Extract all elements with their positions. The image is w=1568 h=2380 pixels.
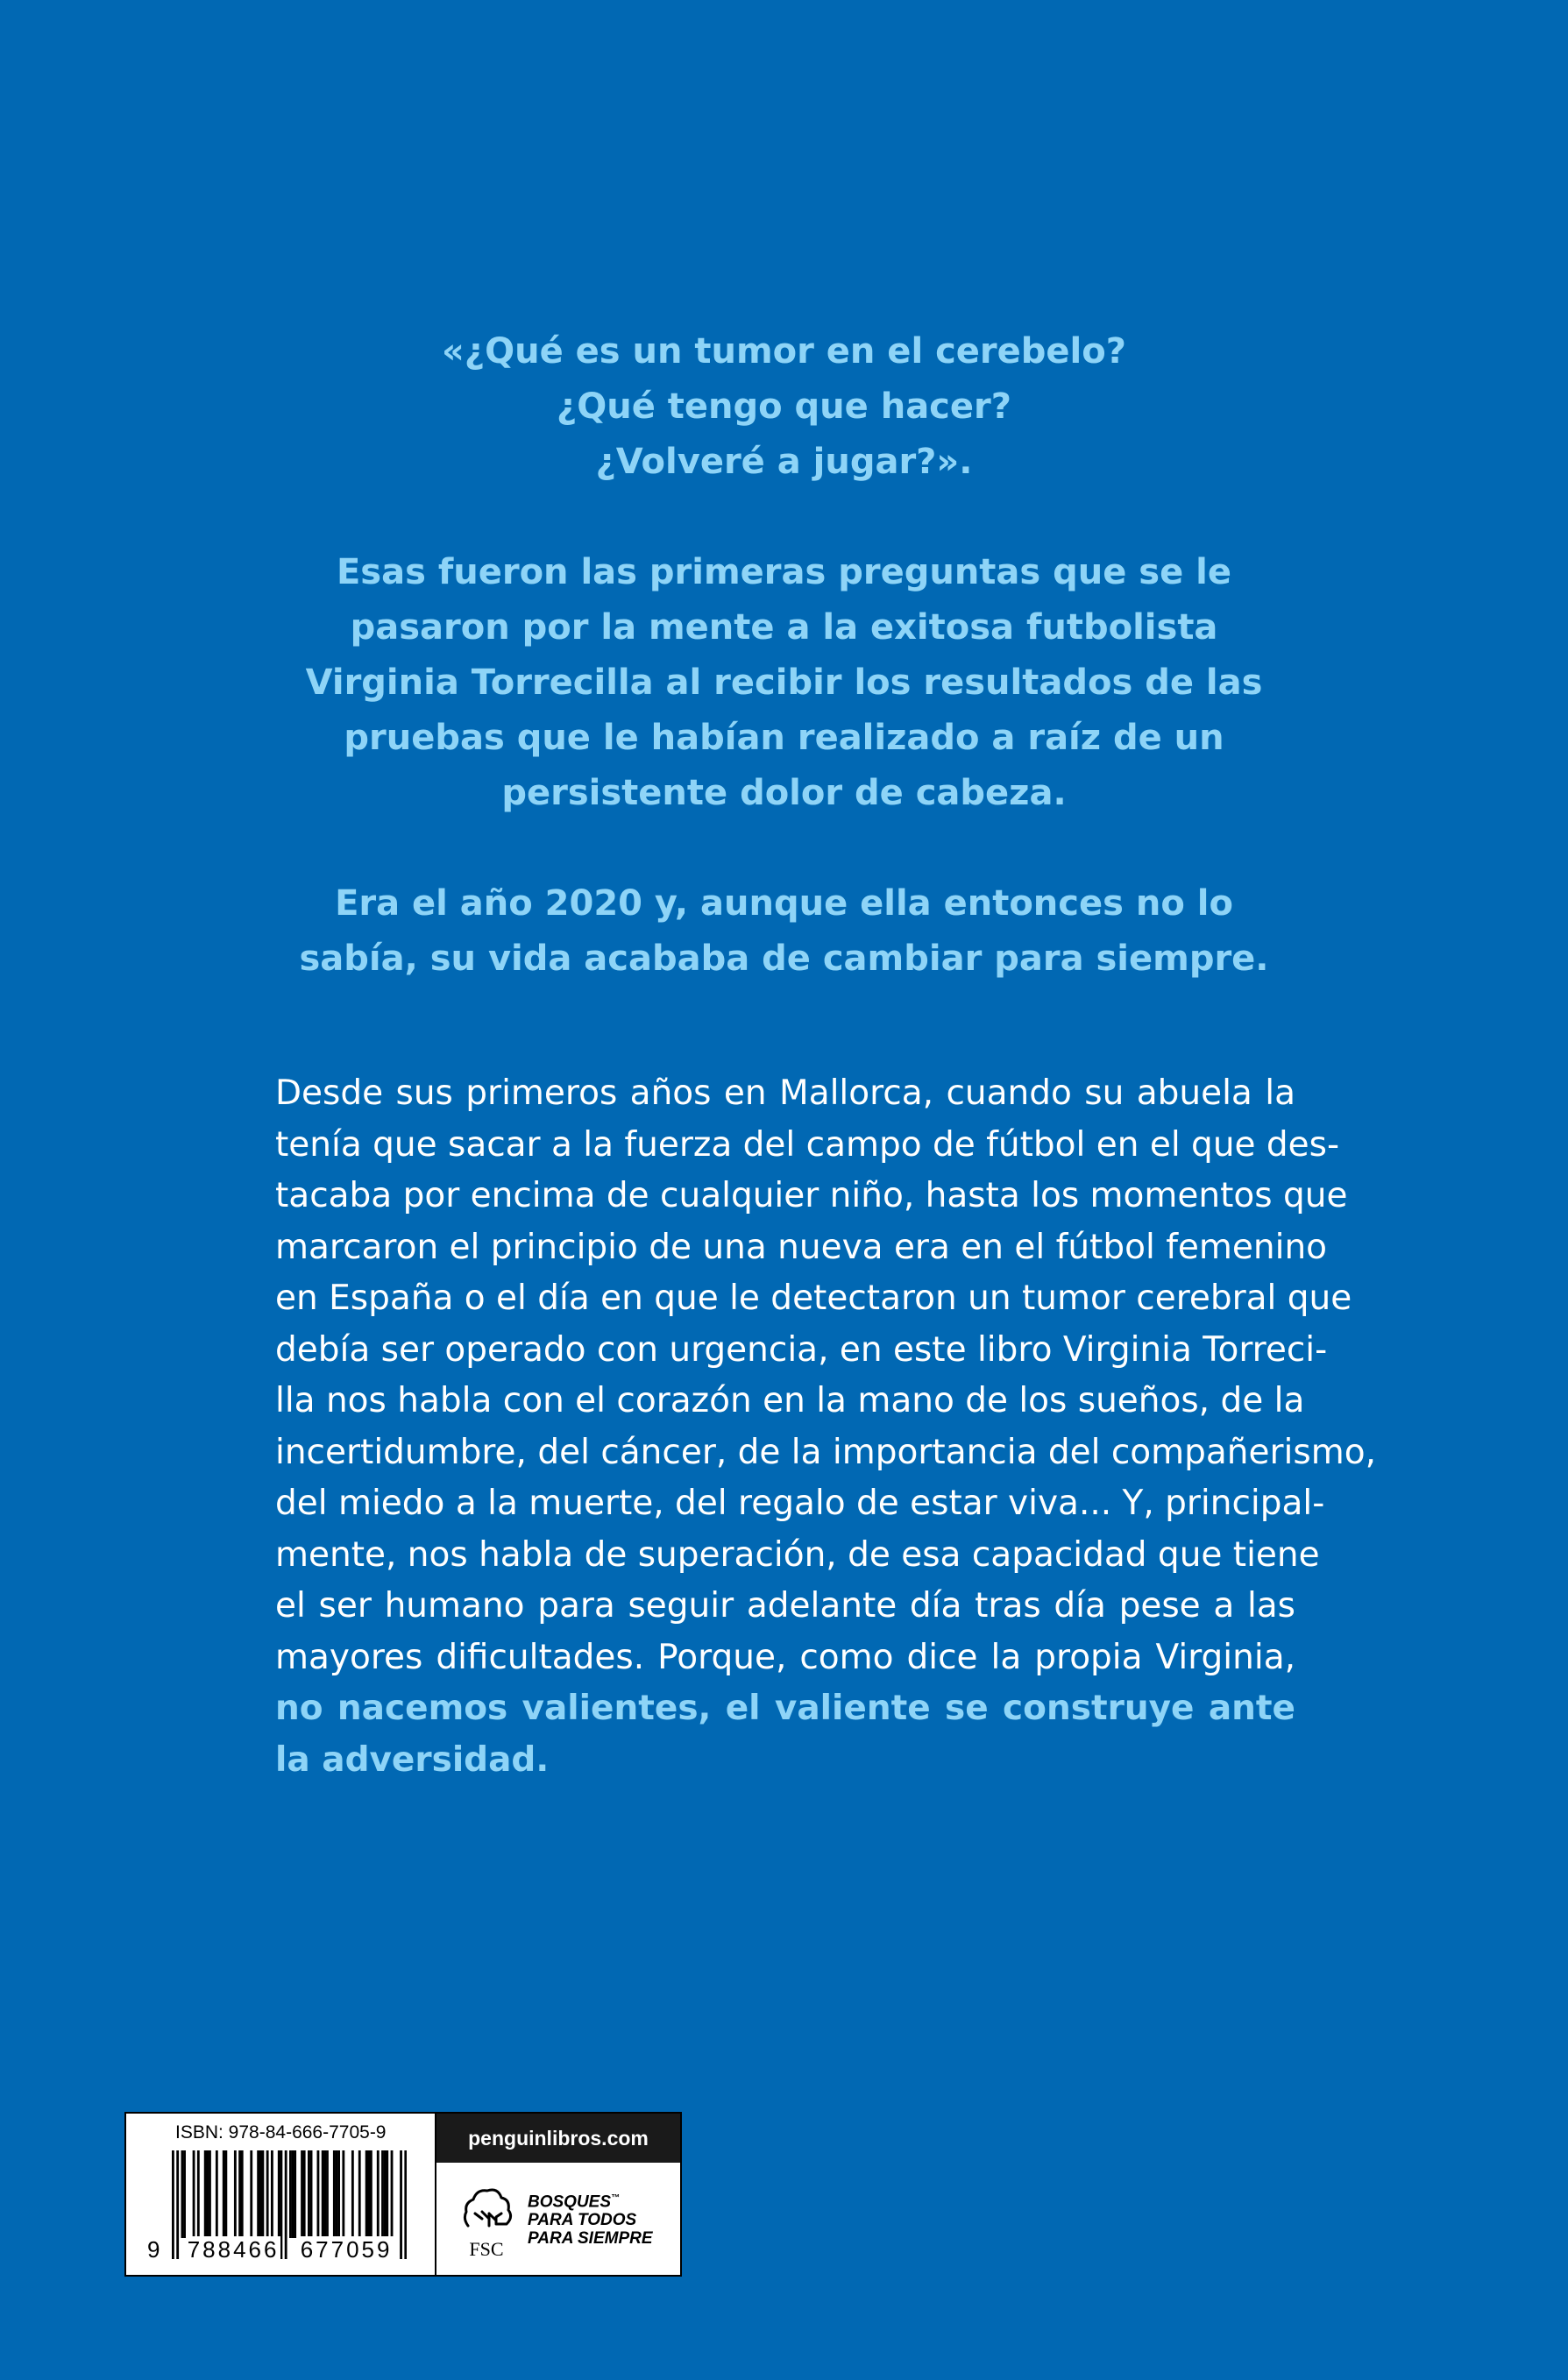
barcode-bar: [271, 2150, 273, 2238]
barcode-bar: [234, 2150, 237, 2238]
barcode-bar: [310, 2150, 313, 2238]
barcode-bar: [384, 2150, 387, 2238]
barcode-digit-group: 677059: [300, 2236, 393, 2263]
barcode-bar: [181, 2150, 184, 2238]
barcode-bar: [204, 2150, 207, 2238]
back-cover-quote: [0, 324, 1568, 987]
year-paragraph: [0, 876, 1568, 987]
barcode-bar: [238, 2150, 241, 2238]
barcode-digit-group: 788466: [187, 2236, 280, 2263]
barcode-bar: [404, 2150, 407, 2259]
intro-line: Virginia Torrecilla al recibir los resultados de las: [305, 662, 1263, 703]
synopsis-line: en España o el día en que le detectaron un tumor cerebral que: [275, 1279, 1352, 1318]
fsc-line: BOSQUES: [528, 2192, 612, 2212]
barcode-bar: [257, 2150, 259, 2238]
barcode-bar: [400, 2150, 402, 2259]
barcode-bar: [241, 2150, 244, 2238]
barcode-bar: [301, 2150, 303, 2238]
barcode-bar: [303, 2150, 306, 2238]
fsc-logo-text: FSC: [469, 2238, 504, 2260]
synopsis-line: tenía que sacar a la fuerza del campo de fútbol en el que des-: [275, 1124, 1340, 1165]
synopsis-line: Desde sus primeros años en Mallorca, cuando su abuela la: [275, 1073, 1295, 1113]
fsc-line: PARA SIEMPRE: [528, 2229, 653, 2249]
barcode-bar: [336, 2150, 338, 2238]
synopsis-line: marcaron el principio de una nueva era en el fútbol femenino: [275, 1227, 1328, 1267]
barcode-bar: [342, 2150, 344, 2238]
barcode-bar: [370, 2150, 372, 2238]
barcode-bar: [351, 2150, 354, 2238]
barcode-bar: [358, 2150, 361, 2238]
barcode-bar: [224, 2150, 227, 2238]
quote-line: ¿Volveré a jugar?».: [595, 442, 973, 482]
intro-line: persistente dolor de cabeza.: [501, 773, 1067, 813]
barcode-bar: [381, 2150, 384, 2238]
barcode-bar: [367, 2150, 370, 2238]
barcode-bar: [206, 2150, 209, 2238]
barcode-bar: [289, 2150, 292, 2238]
year-line: Era el año 2020 y, aunque ella entonces no lo: [335, 883, 1233, 924]
synopsis-body: [275, 1068, 1376, 1786]
opening-questions: [0, 324, 1568, 490]
quote-line: ¿Qué tengo que hacer?: [557, 386, 1011, 427]
barcode-digit-first: 9: [147, 2236, 163, 2263]
fsc-badge: [436, 2163, 680, 2275]
synopsis-line: tacaba por encima de cualquier niño, hasta los momentos que: [275, 1176, 1348, 1215]
fsc-tree-logo-icon: [456, 2175, 517, 2263]
barcode-bar: [323, 2150, 326, 2238]
barcode-bar: [322, 2150, 324, 2238]
barcode-bar: [377, 2150, 380, 2238]
barcode-bar: [266, 2150, 269, 2238]
barcode-bar: [337, 2150, 340, 2238]
barcode-bar: [326, 2150, 329, 2238]
barcode-bar: [294, 2150, 296, 2238]
barcode-bar: [365, 2150, 368, 2238]
barcode-bar: [308, 2150, 310, 2238]
fsc-line: PARA TODOS: [528, 2211, 637, 2230]
barcode-bar: [386, 2150, 388, 2238]
barcode-bar: [317, 2150, 320, 2238]
isbn-label: ISBN: 978-84-666-7705-9: [175, 2122, 387, 2143]
barcode-bar: [209, 2150, 211, 2238]
intro-line: pruebas que le habían realizado a raíz de un: [344, 718, 1224, 758]
barcode-bar: [216, 2150, 218, 2238]
barcode-bar: [333, 2150, 336, 2238]
intro-paragraph: [0, 545, 1568, 821]
isbn-barcode: [126, 2114, 436, 2275]
synopsis-line: el ser humano para seguir adelante día tras día pese a las: [275, 1586, 1295, 1626]
synopsis-line: mente, nos habla de superación, de esa capacidad que tiene: [275, 1534, 1320, 1575]
barcode-bar: [261, 2150, 264, 2238]
barcode-bar: [193, 2150, 195, 2238]
barcode-bar: [391, 2150, 394, 2238]
intro-line: Esas fueron las primeras preguntas que se le: [336, 552, 1232, 592]
fsc-slogan: [528, 2189, 653, 2248]
quote-line: «¿Qué es un tumor en el cerebelo?: [442, 331, 1126, 372]
barcode-digits: [145, 2236, 394, 2263]
trademark-symbol: ™: [611, 2193, 621, 2203]
synopsis-highlight-line: la adversidad.: [275, 1739, 550, 1780]
year-line: sabía, su vida acababa de cambiar para siempre.: [299, 939, 1269, 979]
barcode-bar: [292, 2150, 294, 2238]
barcode-bar: [223, 2150, 225, 2238]
barcode-bar: [197, 2150, 200, 2238]
synopsis-line: mayores dificultades. Porque, como dice la propia Virginia,: [275, 1637, 1295, 1677]
synopsis-highlight-line: no nacemos valientes, el valiente se construye ante: [275, 1689, 1295, 1728]
barcode-bar: [259, 2150, 262, 2238]
publisher-website: penguinlibros.com: [436, 2114, 680, 2163]
intro-line: pasaron por la mente a la exitosa futbolista: [350, 607, 1218, 648]
barcode-bar: [183, 2150, 186, 2238]
synopsis-line: debía ser operado con urgencia, en este libro Virginia Torreci-: [275, 1329, 1328, 1370]
synopsis-line: lla nos habla con el corazón en la mano de los sueños, de la: [275, 1381, 1305, 1420]
barcode-bar: [250, 2150, 252, 2238]
barcode-panel: [124, 2112, 682, 2277]
synopsis-line: incertidumbre, del cáncer, de la importancia del compañerismo,: [275, 1432, 1376, 1472]
synopsis-line: del miedo a la muerte, del regalo de estar viva... Y, principal-: [275, 1484, 1325, 1523]
